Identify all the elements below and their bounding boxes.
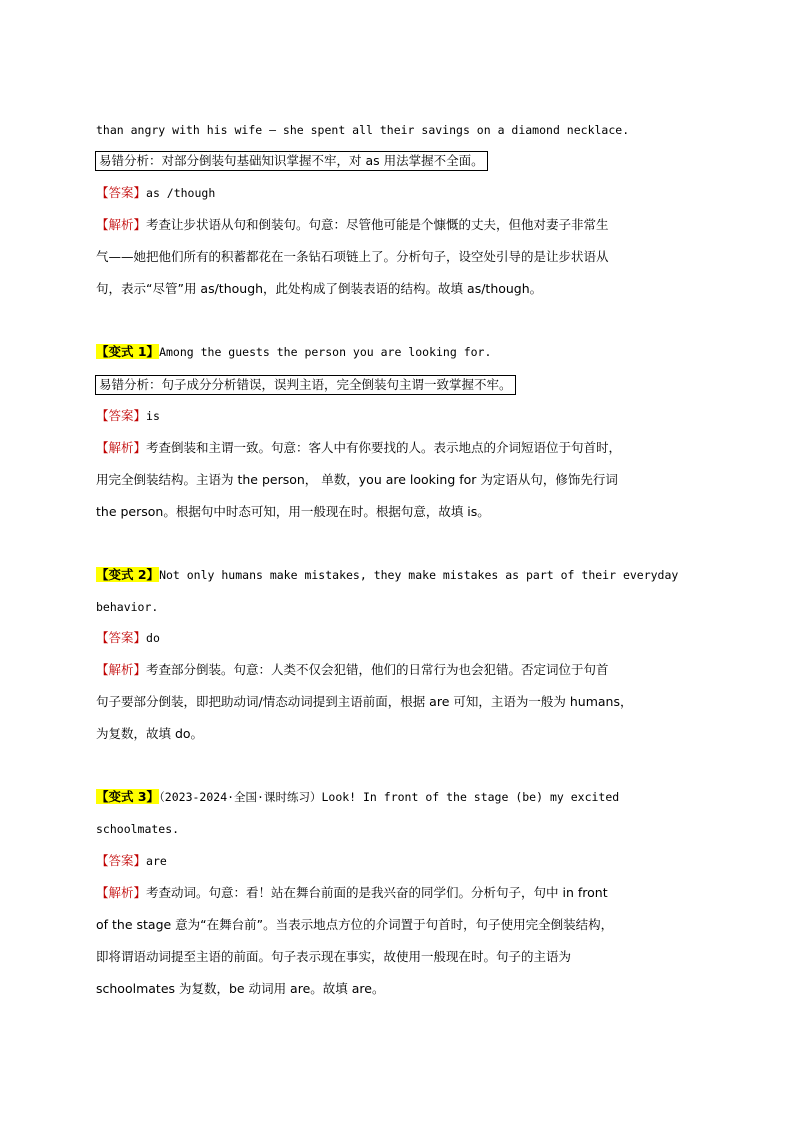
analysis-tag: 【解析】	[96, 662, 147, 677]
analysis-text: 用完全倒装结构。主语为 the person， 单数，you are looking for 为定语从句，修饰先行词	[96, 472, 618, 487]
analysis-text: 为复数，故填 do。	[96, 726, 204, 741]
variant-1-tag: 【变式 1】	[96, 344, 160, 359]
variant-3-question	[96, 789, 619, 805]
analysis-text: 句，表示“尽管”用 as/though，此处构成了倒装表语的结构。故填 as/though。	[96, 281, 543, 296]
analysis-line	[96, 885, 608, 901]
variant-1-question	[96, 344, 491, 360]
analysis-text: schoolmates 为复数，be 动词用 are。故填 are。	[96, 981, 385, 996]
answer-line	[96, 630, 160, 646]
variant-3-tag: 【变式 3】	[96, 789, 160, 804]
answer-line	[96, 408, 160, 424]
analysis-line	[96, 440, 621, 456]
intro-line: than angry with his wife — she spent all their savings on a diamond necklace.	[96, 123, 630, 137]
analysis-line	[96, 662, 609, 678]
analysis-text: 考查动词。句意：看！站在舞台前面的是我兴奋的同学们。分析句子，句中 in front	[146, 885, 608, 900]
error-note-box: 易错分析：句子成分分析错误，误判主语，完全倒装句主谓一致掌握不牢。	[95, 375, 516, 395]
analysis-text: 句子要部分倒装，即把助动词/情态动词提到主语前面，根据 are 可知，主语为一般为 humans，	[96, 694, 633, 709]
analysis-line	[96, 217, 609, 233]
analysis-text: 考查倒装和主谓一致。句意：客人中有你要找的人。表示地点的介词短语位于句首时，	[146, 440, 622, 455]
question-text: schoolmates.	[96, 822, 180, 836]
answer-value: do	[146, 631, 160, 645]
error-note-box: 易错分析：对部分倒装句基础知识掌握不牢，对 as 用法掌握不全面。	[95, 151, 488, 171]
question-text: Among the guests the person you are looking for.	[159, 345, 492, 359]
analysis-text: the person。根据句中时态可知，用一般现在时。根据句意，故填 is。	[96, 504, 490, 519]
answer-value: is	[146, 409, 160, 423]
analysis-text: 气——她把他们所有的积蓄都花在一条钻石项链上了。分析句子，设空处引导的是让步状语从	[96, 249, 609, 264]
analysis-text: of the stage 意为“在舞台前”。当表示地点方位的介词置于句首时，句子使用完全倒装结构，	[96, 917, 614, 932]
answer-tag: 【答案】	[96, 408, 147, 423]
answer-tag: 【答案】	[96, 630, 147, 645]
answer-line	[96, 185, 215, 201]
answer-value: as /though	[146, 186, 216, 200]
analysis-text: 考查让步状语从句和倒装句。句意：尽管他可能是个慷慨的丈夫，但他对妻子非常生	[146, 217, 609, 232]
analysis-text: 考查部分倒装。句意：人类不仅会犯错，他们的日常行为也会犯错。否定词位于句首	[146, 662, 609, 677]
variant-2-tag: 【变式 2】	[96, 567, 160, 582]
analysis-tag: 【解析】	[96, 885, 147, 900]
analysis-tag: 【解析】	[96, 440, 147, 455]
question-text: （2023-2024·全国·课时练习）Look! In front of the stage (be) my excited	[159, 790, 620, 804]
question-text: behavior.	[96, 600, 159, 614]
answer-tag: 【答案】	[96, 185, 147, 200]
question-text: Not only humans make mistakes, they make mistakes as part of their everyday	[159, 568, 679, 582]
answer-value: are	[146, 854, 167, 868]
analysis-tag: 【解析】	[96, 217, 147, 232]
analysis-text: 即将谓语动词提至主语的前面。句子表示现在事实，故使用一般现在时。句子的主语为	[96, 949, 572, 964]
answer-line	[96, 853, 167, 869]
variant-2-question	[96, 567, 678, 583]
answer-tag: 【答案】	[96, 853, 147, 868]
